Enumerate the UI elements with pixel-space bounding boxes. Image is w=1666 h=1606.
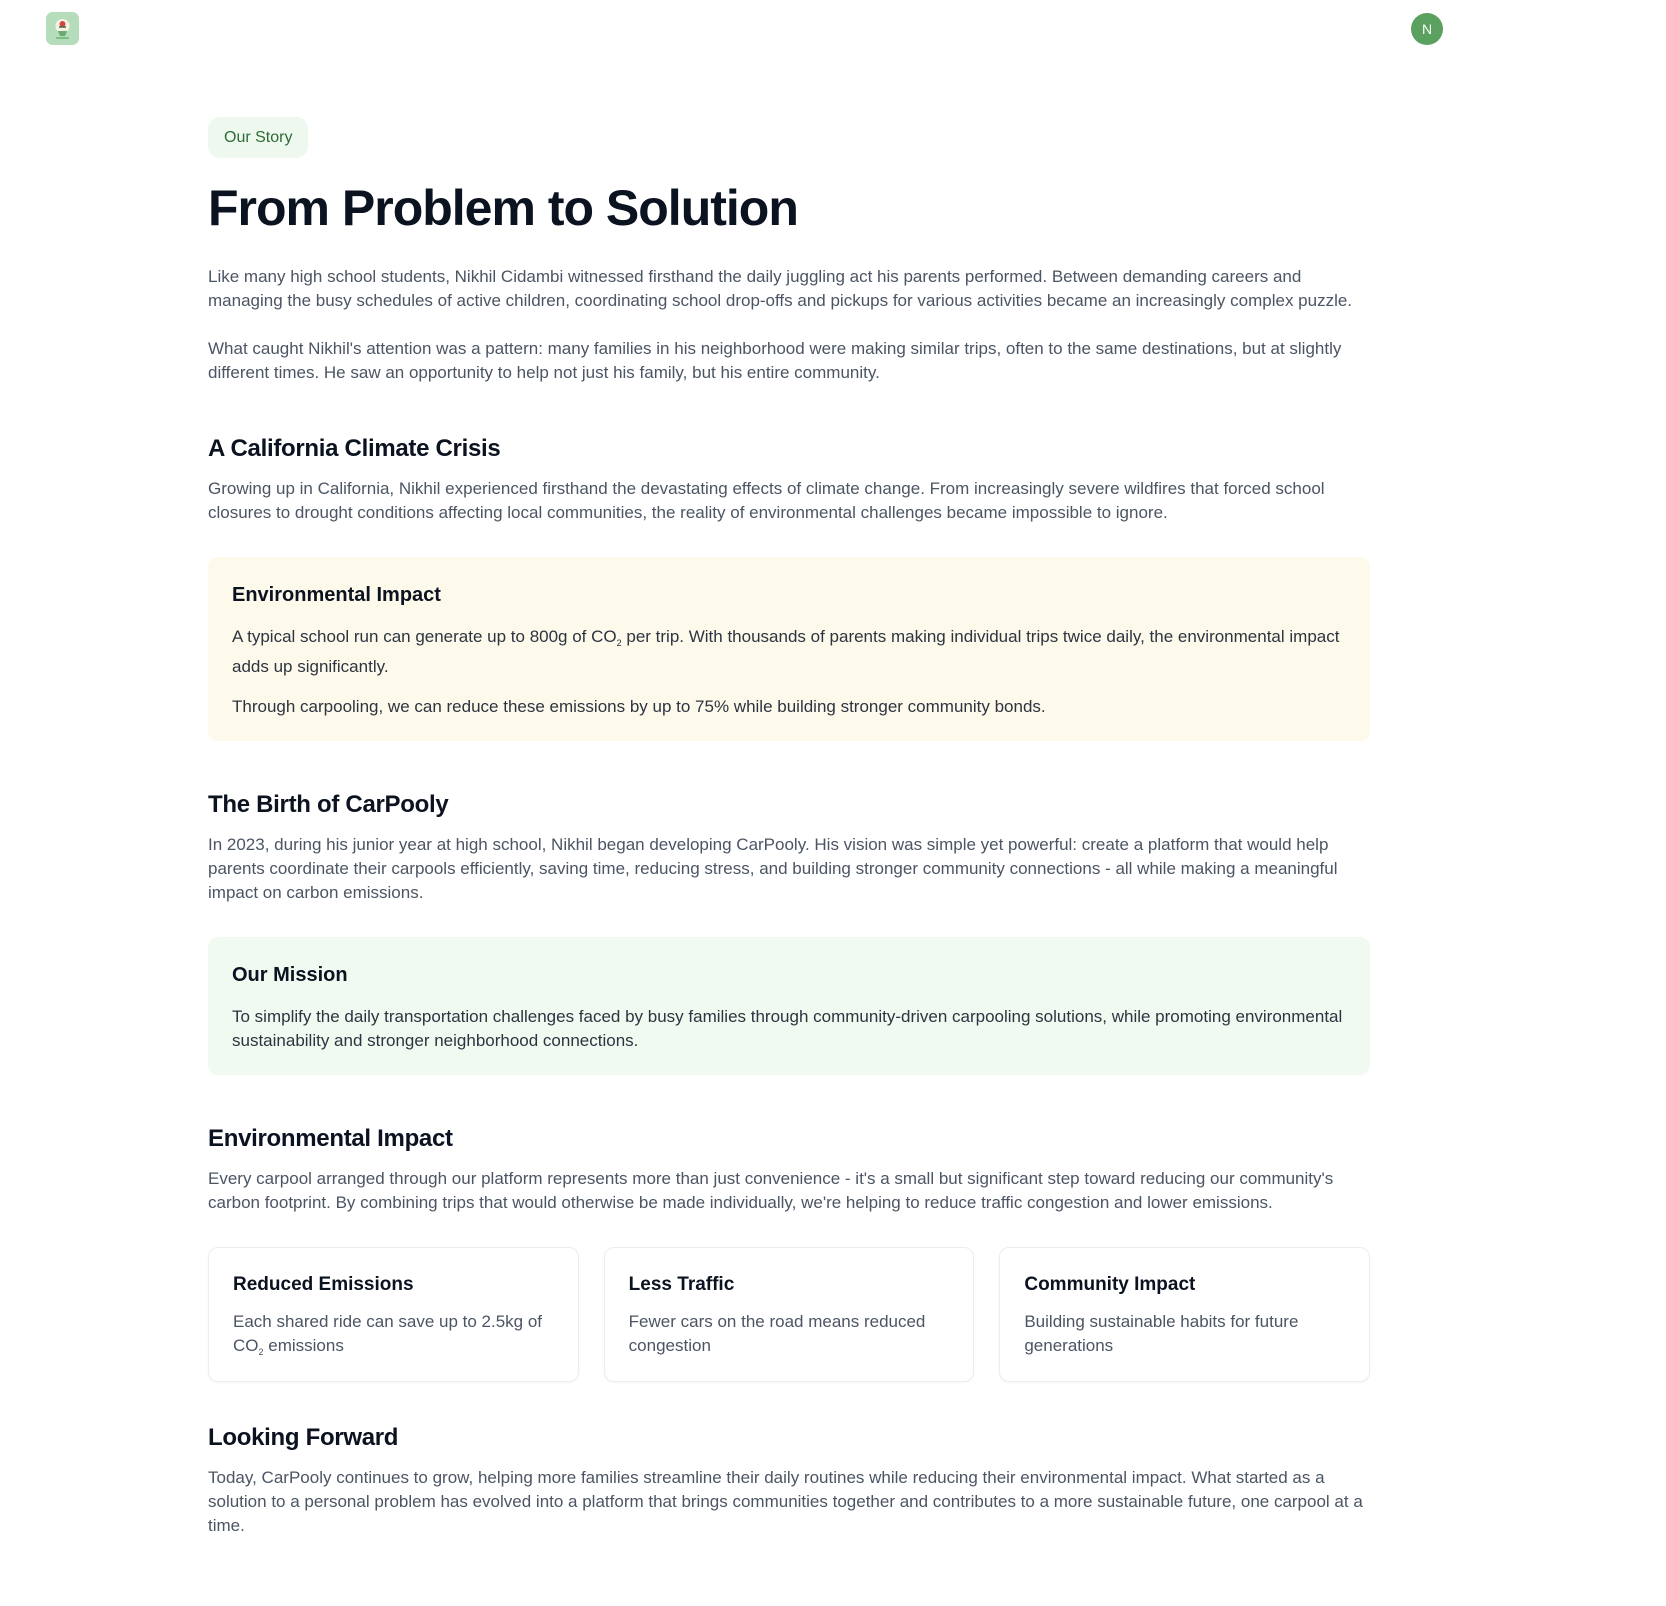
carpooly-logo-icon[interactable] [46, 12, 79, 45]
card-title: Less Traffic [628, 1274, 735, 1295]
intro-paragraph-1: Like many high school students, Nikhil Cidambi witnessed firsthand the daily juggling act his parents performed. Between demanding careers and managing the busy schedules of active children, coordinating school drop-offs and pickups for various activities became an increasingly complex puzzle. [208, 267, 1353, 310]
intro-paragraph-2: What caught Nikhil's attention was a pattern: many families in his neighborhood were making similar trips, often to the same destinations, but at slightly different times. He saw an opportunity to help not just his family, but his entire community. [208, 339, 1342, 382]
environmental-impact-callout [208, 557, 1370, 741]
birth-heading: The Birth of CarPooly [208, 791, 449, 818]
impact-paragraph: Every carpool arranged through our platform represents more than just convenience - it's a small but significant step toward reducing our community's carbon footprint. By combining trips that would otherwise be made individually, we're helping to reduce traffic congestion and lower emissions. [208, 1169, 1334, 1212]
card-text: Each shared ride can save up to 2.5kg of $CO_2$ emissions [233, 1312, 543, 1357]
card-text: Building sustainable habits for future generations [1024, 1312, 1299, 1355]
impact-heading: Environmental Impact [208, 1125, 453, 1152]
less-traffic-card [604, 1247, 975, 1382]
callout-text-2: Through carpooling, we can reduce these emissions by up to 75% while building stronger community bonds. [232, 697, 1046, 716]
looking-forward-heading: Looking Forward [208, 1424, 399, 1451]
mission-callout [208, 937, 1370, 1075]
user-avatar[interactable]: N [1411, 13, 1443, 45]
card-title: Community Impact [1024, 1274, 1196, 1295]
card-text: Fewer cars on the road means reduced congestion [628, 1312, 926, 1355]
callout-title: Environmental Impact [232, 584, 441, 606]
birth-paragraph: In 2023, during his junior year at high school, Nikhil began developing CarPooly. His vision was simple yet powerful: create a platform that would help parents coordinate their carpools efficiently, saving time, reducing stress, and building stronger community connections - all while making a meaningful impact on carbon emissions. [208, 835, 1338, 902]
card-title: Reduced Emissions [233, 1274, 414, 1295]
page-title: From Problem to Solution [208, 180, 798, 236]
main-content [208, 117, 1370, 1538]
looking-forward-paragraph: Today, CarPooly continues to grow, helping more families streamline their daily routines while reducing their environmental impact. What started as a solution to a personal problem has evolved into a platform that brings communities together and contributes to a more sustainable future, one carpool at a time. [208, 1468, 1363, 1535]
impact-cards [208, 1247, 1370, 1382]
our-story-badge: Our Story [208, 117, 308, 158]
mission-title: Our Mission [232, 964, 348, 986]
mission-text: To simplify the daily transportation challenges faced by busy families through community-driven carpooling solutions, while promoting environmental sustainability and stronger neighborhood connections. [232, 1007, 1343, 1050]
climate-paragraph: Growing up in California, Nikhil experienced firsthand the devastating effects of climate change. From increasingly severe wildfires that forced school closures to drought conditions affecting local communities, the reality of environmental challenges became impossible to ignore. [208, 479, 1325, 522]
reduced-emissions-card [208, 1247, 579, 1382]
callout-text-1: A typical school run can generate up to 800g of $CO_2$ per trip. With thousands of parents making individual trips twice daily, the environmental impact adds up significantly. [232, 627, 1340, 676]
community-impact-card [999, 1247, 1370, 1382]
climate-heading: A California Climate Crisis [208, 435, 501, 462]
top-navigation [0, 0, 1666, 60]
